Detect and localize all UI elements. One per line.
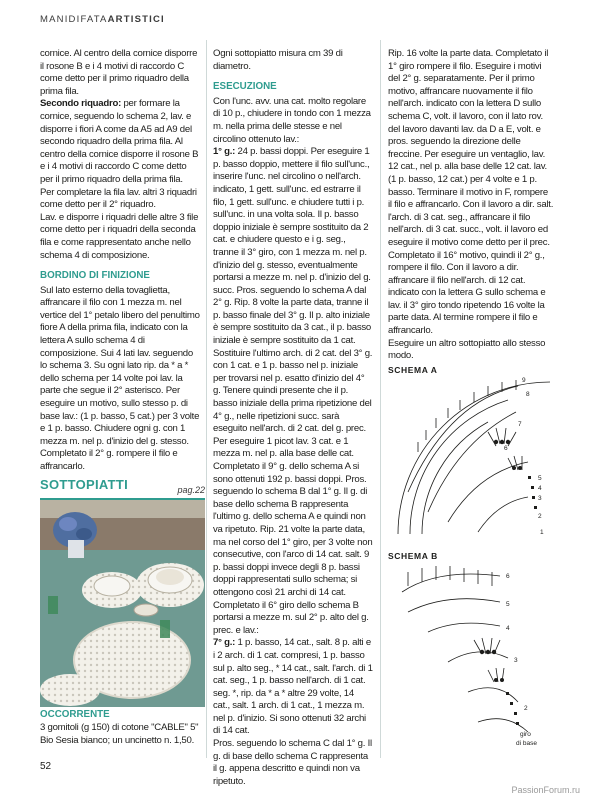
paragraph: cornice. Al centro della cornice disporre il rosone B e i 4 motivi di raccordo C come detto per il primo riquadro della prima fila. bbox=[40, 48, 198, 97]
schema-b-diagram bbox=[388, 562, 558, 752]
row-number: 4 bbox=[538, 485, 542, 492]
row-number: 2 bbox=[524, 705, 528, 712]
row-number: 2 bbox=[538, 513, 542, 520]
sottopiatti-heading bbox=[40, 477, 205, 500]
column-2 bbox=[213, 48, 373, 788]
row-number: 7 bbox=[518, 421, 522, 428]
paragraph: Con l'unc. avv. una cat. molto regolare di 10 p., chiudere in tondo con 1 mezza m. nella prima delle stesse e nel circolino ottenuto lav.: bbox=[213, 95, 371, 145]
row-number: 6 bbox=[506, 573, 510, 580]
paragraph: Ogni sottopiatto misura cm 39 di diametro. bbox=[213, 48, 343, 72]
row-number: 3 bbox=[514, 657, 518, 664]
column-divider bbox=[206, 40, 207, 758]
schema-a-label: SCHEMA A bbox=[388, 365, 438, 375]
paragraph: Per completare la fila lav. altri 3 riquadri come detto per il 2° riquadro. bbox=[40, 186, 197, 211]
section-heading-bordino: BORDINO DI FINIZIONE bbox=[40, 270, 150, 282]
base-note: di base bbox=[516, 740, 537, 747]
row-number: 5 bbox=[506, 601, 510, 608]
base-note: giro bbox=[520, 731, 531, 738]
section-heading-esecuzione: ESECUZIONE bbox=[213, 81, 277, 93]
row-number: 8 bbox=[526, 391, 530, 398]
table-setting-image bbox=[40, 500, 205, 707]
paragraph: Sul lato esterno della tovaglietta, affrancare il filo con 1 mezza m. nel vertice del 1° petalo libero del penultimo fiore A della prima fila, indicato con la lettera A sullo schema 4 di composizione. Sui 4 lati lav. seguendo lo schema 3. Su ogni lato rip. da * a * dello schema per 14 volte poi lav. la parte che segue il 2° asterisco. Per eseguire un motivo, sullo stesso p. di base lav.: (1 p. basso, 5 cat.) per 3 volte e 1 p. basso. Chiudere ogni g. con 1 mezza m. nel p. d'inizio del g. stesso. Completato il 2° g. rompere il filo e affrancarlo. bbox=[40, 284, 200, 472]
column-1 bbox=[40, 48, 200, 474]
column-3 bbox=[388, 48, 554, 363]
page-number: 52 bbox=[40, 761, 52, 772]
paragraph: 3 gomitoli (g 150) di cotone "CABLE" 5" Bio Sesia bianco; un uncinetto n. 1,50. bbox=[40, 722, 199, 746]
page-reference: pag.22 bbox=[177, 485, 205, 495]
occorrente-block bbox=[40, 709, 205, 747]
paragraph: Pros. seguendo lo schema C dal 1° g. Il g. di base dello schema C rappresenta il g. appena descritto e quindi non va ripetuto. bbox=[213, 738, 372, 787]
row-number: 1 bbox=[540, 529, 544, 536]
row-number: 6 bbox=[504, 445, 508, 452]
row-number: 3 bbox=[538, 495, 542, 502]
schema-a-diagram bbox=[388, 372, 558, 542]
section-heading-occorrente: OCCORRENTE bbox=[40, 709, 110, 720]
column-divider bbox=[380, 40, 381, 758]
row-number: 4 bbox=[506, 625, 510, 632]
article-title: SOTTOPIATTI bbox=[40, 477, 129, 492]
product-photo bbox=[40, 500, 205, 707]
magazine-header: MANIDIFATAARTISTICI bbox=[40, 14, 165, 25]
row-number: 5 bbox=[538, 475, 542, 482]
paragraph: 7° g.: 1 p. basso, 14 cat., salt. 8 p. alti e i 2 arch. di 1 cat. compresi, 1 p. basso sul p. alto seg., * 14 cat., salt. l'arch. di 1 cat. seg., 1 p. basso nell'arch. di 1 cat. seg. *, rip. da * a * altre 29 volte, 14 cat., salt. 1 arch. di 1 cat., 1 mezza m. nel p. d'inizio. Si sono ottenuti 32 archi di 14 cat. bbox=[213, 637, 373, 737]
paragraph: Rip. 16 volte la parte data. Completato il 1° giro rompere il filo. Eseguire i motivi del 2° g. separatamente. Per il primo motivo, affrancare nuovamente il filo nell'arch. indicato con la lettera D sullo schema C, volt. il lavoro, con il lato rov. del lavoro davanti lav. da D a E, volt. e pros. seguendo la direzione delle freccine. Per eseguire un ventaglio, lav. 12 cat., nel p. alla base delle 12 cat. lav. (1 p. basso, 12 cat.) per 4 volte e 1 p. basso. Terminare il motivo in F, rompere il filo e affrancarlo. Con il lavoro a dir. salt. l'arch. di 3 cat. seg., affrancare il filo nell'arch. di 3 cat. succ., volt. il lavoro ed eseguire il motivo come detto per il prec. Completato il 16° motivo, quindi il 2° g., rompere il filo. Con il lavoro a dir. affrancare il filo nell'arch. di 12 cat. indicato con la lettera G sullo schema e lav. il 3° giro tondo ripetendo 16 volte la parte data. Al termine rompere il filo e affrancarlo. bbox=[388, 48, 554, 337]
site-watermark: PassionForum.ru bbox=[511, 785, 580, 795]
paragraph: Eseguire un altro sottopiatto allo stesso modo. bbox=[388, 337, 546, 362]
paragraph: Secondo riquadro: per formare la cornice, seguendo lo schema 2, lav. e disporre i fiori A come da A5 ad A9 del secondo riquadro della prima fila. Al centro della cornice disporre il rosone B e i 4 motivi di raccordo C come detto per il primo riquadro della prima fila. bbox=[40, 98, 199, 185]
paragraph: 1° g.: 24 p. bassi doppi. Per eseguire 1 p. basso doppio, mettere il filo sull'unc., inserire l'unc. nel circolino o nell'arch. indicato, 1 gett. sull'unc. ed estrarre il filo, 1 gett. sull'unc. e chiudere tutti i p. sull'unc. in una volta sola. Il p. basso doppio iniziale è sempre sostituito da 2 cat. e chiudere questo e i g. seg., tranne il 3° giro, con 1 mezza m. nel p. d'inizio del g. stesso, eventualmente portarsi a mezze m. nel p. d'inizio del g. succ. Pros. seguendo lo schema A dal 2° g. Rip. 8 volte la parte data, tranne il p. basso finale del 3° g. Il p. alto iniziale è sempre sostituito da 3 cat., il p. basso iniziale è sempre sostituito da 1 cat. Sostituire l'ultimo arch. di 2 cat. del 3° g. con 1 cat. e 1 p. basso nel p. iniziale per trovarsi nel p. esatto d'inizio del 4° g. Tenere quindi presente che il p. basso iniziale della prima ripetizione del 4° g., nelle ripetizioni succ. sarà eseguito nell'arch. di 2 cat. del g. prec. Per eseguire 1 picot lav. 3 cat. e 1 mezza m. nel p. alla base delle cat. Completato il 9° g. dello schema A si sono ottenuti 192 p. bassi doppi. Pros. seguendo lo schema B dal 1° g. Il g. di base dello schema B rappresenta l'ultimo g. dello schema A e quindi non va ripetuto. Rip. 21 volte la parte data, ma nel corso del 1° giro, per 3 volte non consecutive, con l'arco di 14 cat. salt. 9 p. bassi doppi invece degli 8 p. bassi doppi rappresentati sullo schema; si ottengono così 21 archi di 14 cat. Completato il 6° giro dello schema B portarsi a mezze m. sul 2° p. alto del g. prec. e lav.: bbox=[213, 146, 373, 636]
schema-b-label: SCHEMA B bbox=[388, 551, 438, 561]
paragraph: Lav. e disporre i riquadri delle altre 3 file come detto per i riquadri della seconda fila e come rappresentato anche nello schema 4 di composizione. bbox=[40, 211, 199, 261]
row-number: 9 bbox=[522, 377, 526, 384]
